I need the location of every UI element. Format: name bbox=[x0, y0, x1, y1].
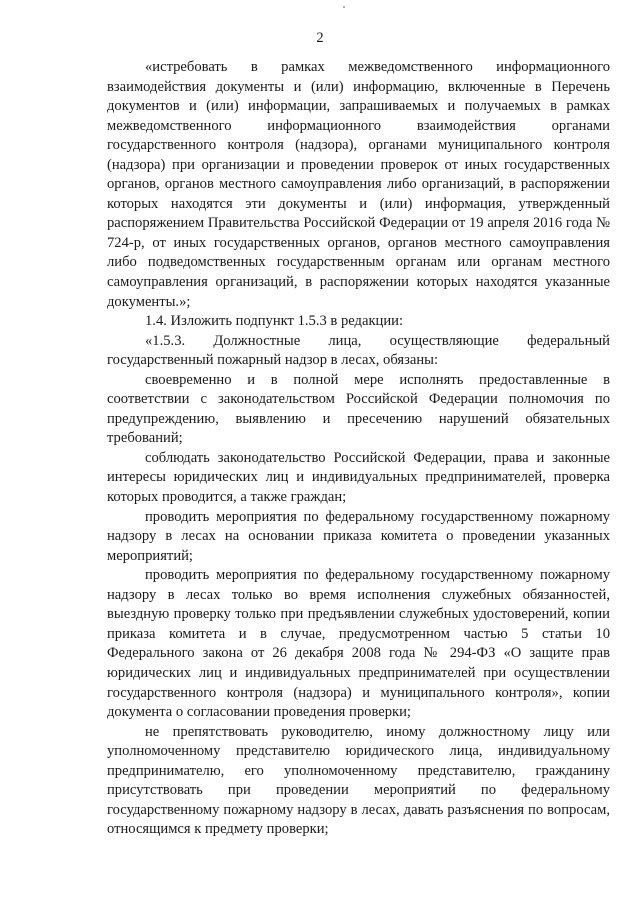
paragraph-item-1-4: 1.4. Изложить подпункт 1.5.3 в редакции: bbox=[145, 313, 404, 330]
paragraph-duty-legislation: соблюдать законодательство Российской Федерации, права и законные интересы юридических лиц и индивидуальных предпринимателей, проверка которых проводится, а также граждан; bbox=[107, 449, 610, 506]
paragraph-item-1-5-3: «1.5.3. Должностные лица, осуществляющие федеральный государственный пожарный надзор в лесах, обязаны: bbox=[107, 332, 610, 369]
paragraph-intro-request: «истребовать в рамках межведомственного информационного взаимодействия документы и (или) информацию, включенные в Перечень документов и (или) информации, запрашиваемых и получаемых в рамках межведомственного информационного взаимодействия органами государственного контроля (надзора), органами муниципального контроля (надзора) при организации и проведении проверок от иных государственных органов, органов местного самоуправления либо организаций, в распоряжении которых находятся эти документы и (или) информация, утвержденный распоряжением Правительства Российской Федерации от 19 апреля 2016 года № 724-р, от иных государственных органов, органов местного самоуправления либо подведомственных государственным органам или органам местного самоуправления организаций, в распоряжении которых находятся указанные документы.»; bbox=[107, 59, 610, 310]
scan-speck bbox=[343, 6, 345, 8]
paragraph-duty-service-time: проводить мероприятия по федеральному государственному пожарному надзору в лесах только во время исполнения служебных обязанностей, выездную проверку только при предъявлении служебных удостоверений, копии приказа комитета и в случае, предусмотренном частью 5 статьи 10 Федерального закона от 26 декабря 2008 года № 294-ФЗ «О защите прав юридических лиц и индивидуальных предпринимателей при осуществлении государственного контроля (надзора) и муниципального контроля», копии документа о согласовании проведения проверки; bbox=[107, 567, 610, 721]
page-number: 2 bbox=[316, 30, 324, 46]
document-body bbox=[107, 58, 610, 840]
paragraph-duty-timely: своевременно и в полной мере исполнять предоставленные в соответствии с законодательством Российской Федерации полномочия по предупреждению, выявлению и пресечению нарушений обязательных требований; bbox=[107, 371, 610, 447]
paragraph-duty-no-obstruction: не препятствовать руководителю, иному должностному лицу или уполномоченному представителю юридического лица, индивидуальному предпринимателю, его уполномоченному представителю, гражданину присутствовать при проведении мероприятий по федеральному государственному пожарному надзору в лесах, давать разъяснения по вопросам, относящимся к предмету проверки; bbox=[107, 723, 610, 838]
paragraph-duty-order-basis: проводить мероприятия по федеральному государственному пожарному надзору в лесах на основании приказа комитета о проведении указанных мероприятий; bbox=[107, 508, 610, 564]
